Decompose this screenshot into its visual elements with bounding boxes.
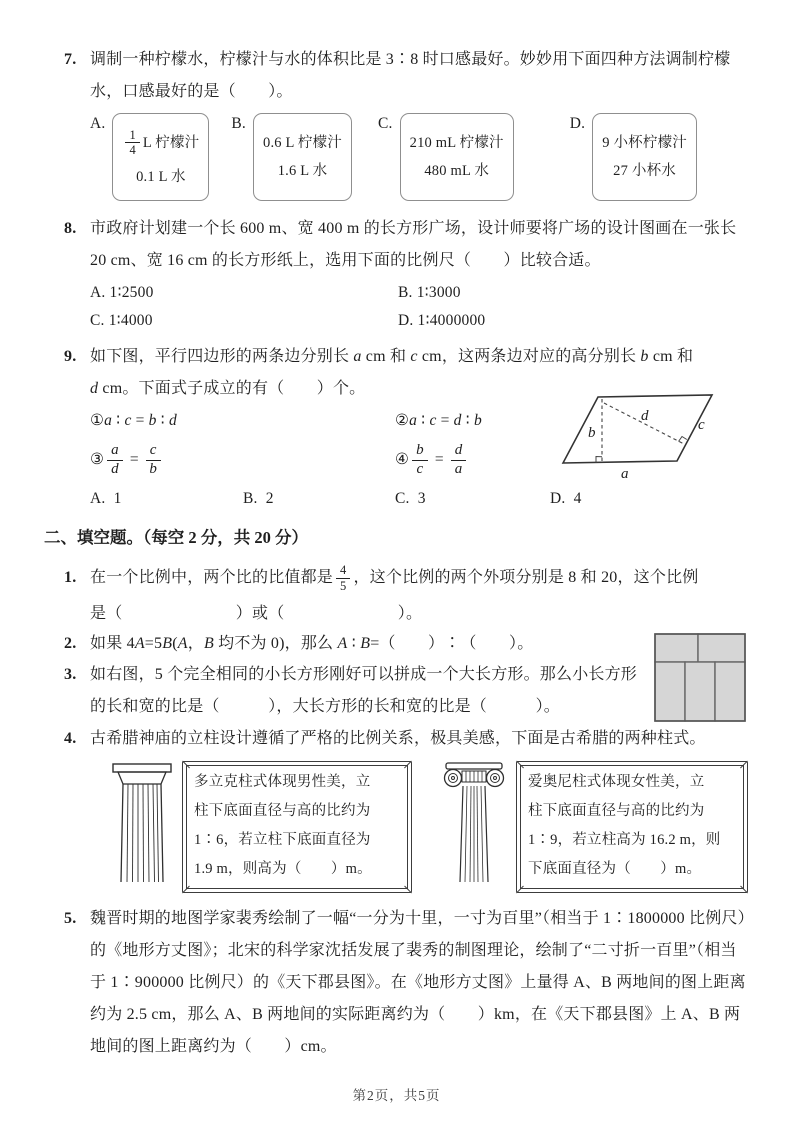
ionic-description-box [516, 761, 748, 893]
question-8-stem: 市政府计划建一个长 600 m、宽 400 m 的长方形广场，设计师要将广场的设计图画在一张长 20 cm、宽 16 cm 的长方形纸上，选用下面的比例尺（ ）比较合适。 [90, 220, 737, 269]
fill-question-4-number: 4. [64, 730, 77, 747]
doric-line-3: 1∶6，若立柱下底面直径为 [194, 832, 371, 848]
parallelogram-figure [543, 385, 748, 481]
option-d-top-text: 9 小杯柠檬汁 [602, 134, 687, 151]
answer-b: B. 2 [243, 490, 274, 507]
option-a-fraction: $\frac{1}{4}$ [125, 128, 139, 158]
fill-question-1-pre: 在一个比例中，两个比的比值都是 [90, 569, 334, 586]
fill-question-1-post: ，这个比例的两个外项分别是 8 和 20，这个比例 [353, 569, 699, 586]
figure-label-d: d [641, 408, 649, 424]
question-8 [64, 213, 748, 335]
option-a [90, 113, 209, 201]
fill-question-2-stem: 如果 4A=5B(A，B 均不为 0)，那么 A ∶ B=（ ）∶（ ）。 [90, 635, 534, 652]
expression-3: ③ $\frac{a}{d}$ = $\frac{c}{b}$ [90, 435, 395, 485]
ionic-line-1: 爱奥尼柱式体现女性美，立 [528, 774, 705, 790]
fill-question-4 [64, 723, 748, 893]
ionic-line-3: 1∶9，若立柱高为 16.2 m，则 [528, 832, 721, 848]
figure-label-b: b [588, 425, 596, 441]
figure-label-c: c [698, 417, 705, 433]
fill-question-4-stem: 古希腊神庙的立柱设计遵循了严格的比例关系，极具美感，下面是古希腊的两种柱式。 [90, 730, 706, 747]
option-c [378, 113, 514, 201]
option-b-top-text: 0.6 L 柠檬汁 [263, 134, 342, 151]
expression-1: ①a ∶ c = b ∶ d [90, 412, 177, 429]
option-d-text: D. 1∶4000000 [398, 312, 486, 329]
fill-question-2 [64, 629, 748, 659]
option-c-box [400, 113, 514, 201]
option-b-bottom-text: 1.6 L 水 [277, 163, 328, 179]
doric-column-icon [110, 761, 174, 883]
question-9-answers [90, 485, 748, 513]
doric-line-1: 多立克柱式体现男性美，立 [194, 774, 371, 790]
answer-a: A. 1 [90, 490, 122, 507]
option-b-box [253, 113, 352, 201]
fill-question-1-number: 1. [64, 569, 77, 586]
ionic-column-icon [440, 761, 508, 883]
option-c-top-text: 210 mL 柠檬汁 [409, 134, 504, 151]
option-a-text: A. 1∶2500 [90, 284, 154, 301]
doric-description-box [182, 761, 412, 893]
doric-line-2: 柱下底面直径与高的比约为 [194, 803, 371, 819]
option-b-letter: B. [231, 115, 246, 132]
question-9-stem-line1: 如下图，平行四边形的两条边分别长 a cm 和 c cm，这两条边对应的高分别长 b cm 和 [90, 348, 694, 365]
expression-4: ④ $\frac{b}{c}$ = $\frac{d}{a}$ [395, 435, 748, 485]
fill-question-5-stem: 魏晋时期的地图学家裴秀绘制了一幅“一分为十里，一寸为百里”（相当于 1∶1800000 比例尺）的《地形方丈图》；北宋的科学家沈括发展了裴秀的制图理论，绘制了“二寸折一百里”（相当于 1∶900000 比例尺）的《天下郡县图》。在《地形方丈图》上量得 A、B 两地间的图上距离约为 2.5 cm，那么 A、B 两地间的实际距离约为（ ）km，在《天下郡县图》上 A、B 两地间的图上距离约为（ ）cm。 [90, 910, 746, 1055]
option-a-box [112, 113, 209, 201]
question-9-stem-line2: d cm。下面式子成立的有（ ）个。 [90, 380, 366, 397]
doric-line-4: 1.9 m，则高为（ ）m。 [194, 861, 372, 877]
question-9 [64, 341, 748, 513]
option-d-bottom-text: 27 小杯水 [613, 163, 676, 179]
greek-columns-row [110, 761, 748, 893]
page-footer: 第2页，共5页 [352, 1088, 441, 1103]
option-d [570, 113, 697, 201]
fill-question-3-stem: 如右图，5 个完全相同的小长方形刚好可以拼成一个大长方形。那么小长方形的长和宽的比是（ ），大长方形的长和宽的比是（ ）。 [90, 666, 638, 715]
option-c-letter: C. [378, 115, 393, 132]
question-7-stem: 调制一种柠檬水，柠檬汁与水的体积比是 3∶8 时口感最好。妙妙用下面四种方法调制柠檬水，口感最好的是（ ）。 [90, 51, 731, 100]
fill-question-3-number: 3. [64, 666, 77, 683]
option-c-text: C. 1∶4000 [90, 312, 153, 329]
option-c-bottom-text: 480 mL 水 [424, 163, 490, 179]
option-a-top-text: L 柠檬汁 [142, 134, 200, 151]
option-d-letter: D. [569, 115, 586, 132]
answer-c: C. 3 [395, 490, 426, 507]
bricks-figure [654, 633, 746, 723]
figure-label-a: a [621, 466, 629, 481]
question-7-number: 7. [64, 51, 77, 68]
ionic-line-2: 柱下底面直径与高的比约为 [528, 803, 705, 819]
fill-question-5-number: 5. [64, 910, 77, 927]
question-7 [64, 44, 748, 201]
question-9-number: 9. [64, 348, 77, 365]
option-b [231, 113, 352, 201]
question-8-options [90, 279, 748, 335]
option-a-letter: A. [90, 115, 106, 132]
fill-question-3 [64, 659, 748, 723]
option-a-bottom-text: 0.1 L 水 [136, 168, 186, 185]
fill-question-1-fraction: $\frac{4}{5}$ [336, 563, 350, 593]
ionic-line-4: 下底面直径为（ ）m。 [528, 861, 702, 877]
question-8-number: 8. [64, 220, 77, 237]
expression-2: ②a ∶ c = d ∶ b [395, 412, 482, 429]
option-d-box [592, 113, 697, 201]
exam-page-content [44, 44, 748, 1063]
fill-question-1-line2: 是（ ）或（ ）。 [90, 605, 423, 622]
fill-question-1 [64, 557, 748, 629]
section-2-header: 二、填空题。（每空 2 分，共 20 分） [44, 528, 308, 547]
question-7-options [90, 113, 748, 201]
answer-d: D. 4 [550, 490, 582, 507]
fill-question-5 [64, 903, 748, 1063]
option-b-text: B. 1∶3000 [398, 284, 461, 301]
fill-question-2-number: 2. [64, 635, 77, 652]
